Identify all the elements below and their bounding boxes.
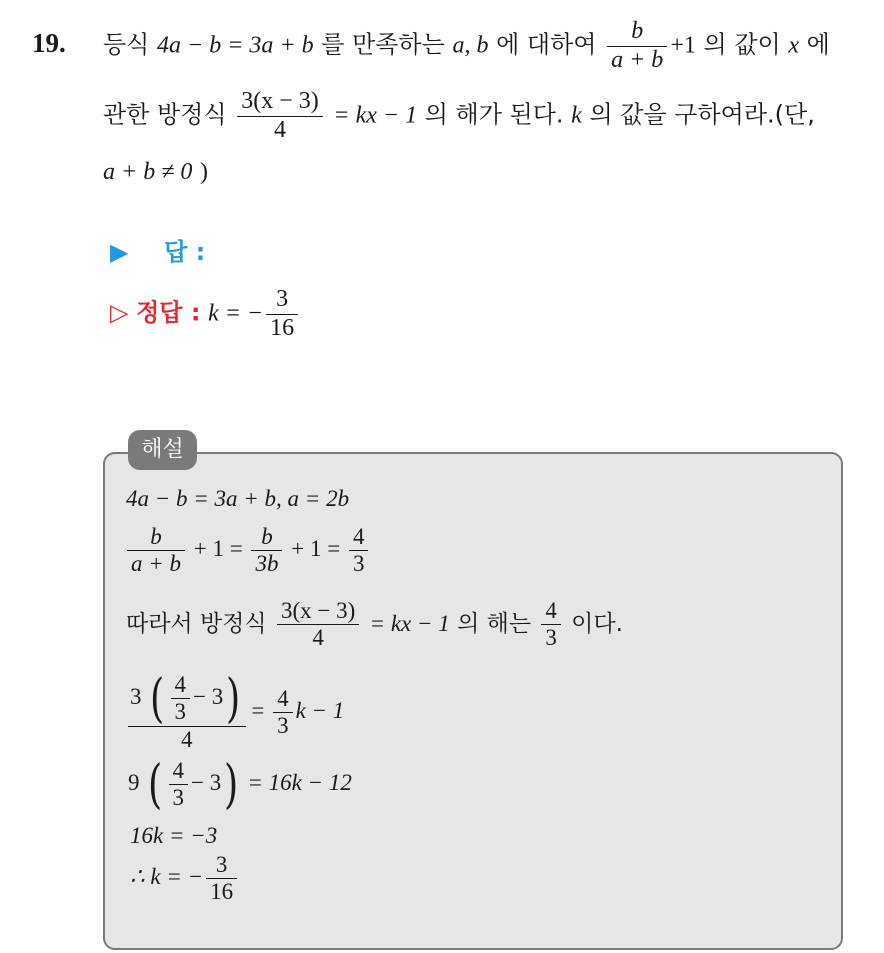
equation: k − 1 [295, 697, 345, 723]
fraction [277, 598, 359, 652]
solution-text: 의 해는 [457, 610, 532, 637]
inner-term: − 3 [191, 770, 222, 796]
denominator: 4 [181, 726, 193, 752]
problem-text: 등식 [103, 30, 150, 59]
numerator: 4 [171, 672, 191, 699]
problem-text: 의 값이 [703, 30, 781, 59]
correct-lhs: k = − [208, 300, 264, 327]
denominator: 3b [255, 551, 279, 577]
solution-step-7 [130, 852, 240, 906]
operator: = [251, 697, 265, 723]
problem-text: 관한 방정식 [103, 100, 227, 129]
problem-text: 에 [806, 30, 830, 59]
problem-line-3 [103, 157, 208, 186]
solution-step-4 [128, 668, 345, 753]
fraction [128, 668, 246, 753]
close-paren: ) [200, 159, 209, 185]
problem-text: 의 값을 구하여라.(단, [589, 100, 815, 129]
condition: a + b ≠ 0 [103, 159, 193, 185]
coefficient: 3 [130, 684, 142, 710]
close-paren: ) [226, 668, 241, 729]
coefficient: 9 [128, 770, 140, 796]
answer-label: 답 : [164, 238, 206, 266]
denominator: 3 [277, 713, 289, 739]
problem-number: 19. [32, 28, 66, 58]
problem-text: 의 해가 된다. [424, 100, 564, 129]
numerator: 4 [541, 598, 561, 625]
solution-step-3 [126, 598, 623, 652]
solution-step-5 [128, 754, 352, 815]
numerator: b [607, 18, 667, 47]
denominator: 3 [174, 699, 187, 725]
numerator: 3 [266, 286, 298, 315]
fraction [541, 598, 561, 652]
fraction [127, 524, 185, 578]
numerator: 4 [169, 758, 189, 785]
denominator: a + b [131, 551, 182, 577]
inner-term: − 3 [193, 684, 224, 710]
variable-x: x [788, 32, 799, 59]
denominator: 3 [352, 551, 365, 577]
fraction [169, 758, 189, 812]
fraction [266, 286, 298, 342]
equation: = kx − 1 [333, 102, 418, 129]
denominator: a + b [611, 46, 664, 73]
equation: ∴ k = − [130, 864, 204, 890]
correct-label: 정답 : [136, 298, 201, 327]
solution-text: 이다. [571, 610, 623, 637]
problem-line-1 [103, 18, 830, 74]
operator: + 1 = [291, 536, 341, 562]
equation: = kx − 1 [369, 610, 450, 636]
numerator: 3(x − 3) [277, 598, 359, 625]
fraction [237, 88, 323, 144]
answer-row [110, 232, 205, 267]
numerator: b [251, 524, 282, 551]
solution-step-2 [124, 524, 371, 578]
denominator: 3 [172, 785, 185, 811]
close-paren: ) [224, 754, 239, 815]
solution-text: 따라서 방정식 [126, 610, 267, 637]
denominator: 4 [273, 116, 286, 143]
numerator: 4 [273, 686, 293, 713]
numerator: 3(x − 3) [237, 88, 323, 117]
fraction [273, 686, 293, 740]
open-paren: ( [148, 754, 163, 815]
equation: 4a − b = 3a + b [157, 32, 314, 59]
problem-text: 에 대하여 [496, 30, 597, 59]
variable-k: k [571, 102, 582, 129]
denominator: 16 [210, 879, 234, 905]
numerator [128, 668, 246, 729]
fraction [171, 672, 191, 726]
plus-one: +1 [670, 32, 696, 59]
fraction [349, 524, 369, 578]
variables: a, b [452, 32, 489, 59]
numerator: b [127, 524, 185, 551]
solution-step-1: 4a − b = 3a + b, a = 2b [126, 486, 350, 511]
fraction [206, 852, 237, 906]
denominator: 16 [270, 314, 295, 341]
correct-answer-row [110, 286, 301, 342]
problem-text: 를 만족하는 [321, 30, 445, 59]
problem-line-2 [103, 88, 815, 144]
outline-arrow-icon: ▷ [110, 298, 129, 327]
operator: + 1 = [193, 536, 243, 562]
numerator: 3 [206, 852, 237, 879]
denominator: 3 [545, 625, 557, 651]
equation: = 16k − 12 [247, 770, 352, 796]
solution-step-6: 16k = −3 [130, 823, 218, 848]
play-arrow-icon: ▶ [110, 238, 129, 266]
fraction [251, 524, 282, 578]
open-paren: ( [150, 668, 165, 729]
fraction [607, 18, 667, 74]
numerator: 4 [349, 524, 369, 551]
denominator: 4 [312, 625, 324, 651]
solution-tab: 해설 [128, 430, 197, 470]
